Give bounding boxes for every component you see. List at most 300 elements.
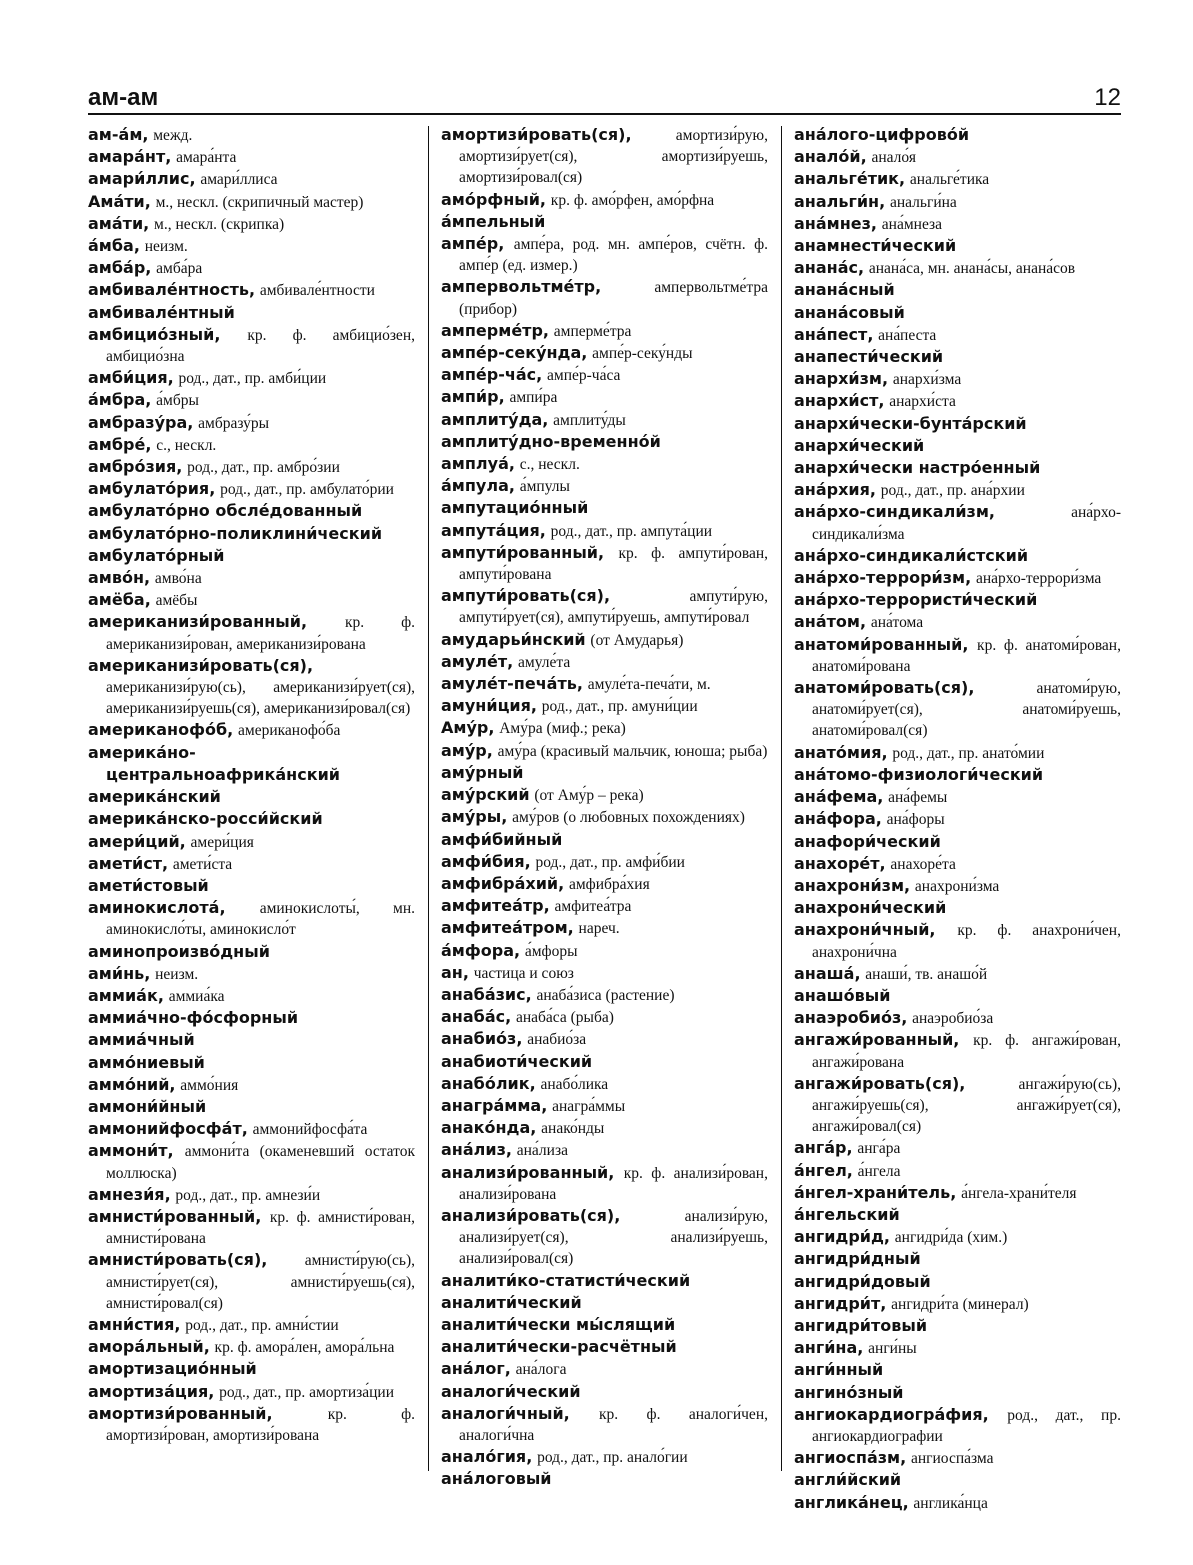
headword: анабо́лик, [441, 1073, 536, 1093]
entry-gloss: аммиа́ка [168, 987, 225, 1005]
dictionary-entry [88, 1118, 415, 1140]
dictionary-entry [794, 346, 1121, 368]
dictionary-entry [88, 589, 415, 611]
entry-gloss: род., дат., пр. амнези́и [175, 1186, 321, 1204]
entry-gloss: аму́ра (красивый мальчик, юноша; рыба) [497, 742, 768, 760]
dictionary-entry [88, 611, 415, 654]
headword: ана́рхо-террори́зм, [794, 568, 972, 588]
headword: аммони́т, [88, 1141, 174, 1161]
dictionary-entry [441, 1314, 768, 1336]
entry-gloss: а́мбры [156, 392, 199, 410]
headword: амбулато́рно обсле́дованный [88, 501, 363, 521]
dictionary-entry [794, 963, 1121, 985]
dictionary-entry [88, 412, 415, 434]
dictionary-entry [88, 523, 415, 545]
headword: анальге́тик, [794, 169, 906, 189]
dictionary-entry [88, 389, 415, 411]
headword: амортизацио́нный [88, 1359, 257, 1379]
entry-gloss: с., нескл. [156, 436, 217, 454]
dictionary-entry [794, 324, 1121, 346]
headword: а́мфора, [441, 940, 521, 960]
entry-gloss: англика́нца [913, 1494, 988, 1512]
dictionary-entry [794, 742, 1121, 764]
headword: англи́йский [794, 1470, 902, 1490]
entry-gloss: анабио́за [527, 1031, 587, 1049]
dictionary-entry [794, 302, 1121, 324]
headword: анако́нда, [441, 1118, 537, 1138]
entry-gloss: род., дат., пр. ана́рхии [880, 482, 1025, 500]
headword: ангидри́дный [794, 1249, 921, 1269]
dictionary-entry [441, 873, 768, 895]
dictionary-entry [794, 479, 1121, 501]
headword: анархи́ст, [794, 391, 885, 411]
headword: амора́льный, [88, 1337, 210, 1357]
headword: анана́сный [794, 280, 895, 300]
entry-gloss: анаба́са (рыба) [515, 1009, 614, 1027]
headword: амуле́т-печа́ть, [441, 674, 583, 694]
dictionary-entry [794, 1382, 1121, 1404]
headword: амари́ллис, [88, 169, 196, 189]
dictionary-entry [794, 919, 1121, 962]
dictionary-entry [88, 1052, 415, 1074]
dictionary-entry [88, 941, 415, 963]
headword: амбивале́нтность, [88, 280, 256, 300]
entry-gloss: амфибра́хия [568, 875, 650, 893]
dictionary-entry [441, 1117, 768, 1139]
dictionary-entry [441, 364, 768, 386]
entry-gloss: род., дат., пр. ангиокардиографии [812, 1406, 1121, 1445]
headword: анана́с, [794, 258, 865, 278]
headword: ампервольтме́тр, [441, 277, 602, 297]
headword: а́нгел, [794, 1160, 853, 1180]
entry-gloss: аминокислоты́, мн. аминокисло́ты, аминокисло́т [106, 900, 415, 939]
dictionary-entry [88, 434, 415, 456]
headword: ампута́ция, [441, 520, 546, 540]
entry-gloss: амети́ста [172, 855, 233, 873]
headword: ана́фема, [794, 787, 884, 807]
headword: а́мпельный [441, 211, 546, 231]
headword: амбре́, [88, 434, 152, 454]
dictionary-entry [441, 1095, 768, 1117]
entry-gloss: кр. ф. амбицио́зен, амбицио́зна [106, 326, 415, 366]
headword: ан, [441, 962, 469, 982]
headword: анало́гия, [441, 1447, 533, 1467]
headword: анархи́ческий [794, 435, 925, 455]
headword: аналити́ческий [441, 1292, 582, 1312]
dictionary-entry [441, 497, 768, 519]
entry-gloss: род., дат., пр. амортиза́ции [219, 1383, 395, 1401]
entry-gloss: амнисти́рую(сь), амнисти́рует(ся), амнисти́руешь(ся), амнисти́ровал(ся) [106, 1252, 415, 1312]
headword: аминокислота́, [88, 898, 226, 918]
headword: амплиту́да, [441, 409, 549, 429]
headword: анальги́н, [794, 191, 886, 211]
entry-gloss: ангиоспа́зма [910, 1450, 994, 1468]
headword: анги́нный [794, 1360, 884, 1380]
headword: аммонийфосфа́т, [88, 1119, 248, 1139]
entry-gloss: ампе́ра, род. мн. ампе́ров, счётн. ф. ампе́р (ед. измер.) [459, 236, 768, 275]
dictionary-entry [88, 213, 415, 235]
entry-gloss: анаши́, тв. анашо́й [865, 965, 988, 983]
headword: амплуа́, [441, 454, 515, 474]
entry-gloss: кр. ф. анатоми́рован, анатоми́рована [812, 636, 1121, 675]
headword: амби́ция, [88, 368, 174, 388]
headword: анапести́ческий [794, 347, 944, 367]
dictionary-entry [441, 806, 768, 828]
dictionary-entry [794, 146, 1121, 168]
dictionary-entry [88, 1007, 415, 1029]
entry-gloss: частица и союз [473, 964, 574, 982]
dictionary-entry [88, 897, 415, 940]
headword: анга́р, [794, 1138, 853, 1158]
dictionary-entry [794, 611, 1121, 633]
entry-gloss: анатоми́рую, анатоми́рует(ся), анатоми́руешь, анатоми́ровал(ся) [812, 680, 1121, 740]
dictionary-entry [794, 501, 1121, 544]
dictionary-entry [88, 567, 415, 589]
headword: анархи́чески настро́енный [794, 458, 1041, 478]
entry-gloss: с., нескл. [519, 456, 580, 474]
dictionary-entry [794, 985, 1121, 1007]
entry-gloss: нареч. [578, 920, 620, 938]
headword: ам-а́м, [88, 125, 149, 144]
headword: амортизи́ровать(ся), [441, 125, 632, 144]
headword: амо́рфный, [441, 189, 547, 209]
dictionary-entry [794, 257, 1121, 279]
dictionary-entry [794, 1073, 1121, 1138]
dictionary-entry [88, 1403, 415, 1446]
dictionary-entry [441, 829, 768, 851]
dictionary-entry [441, 1292, 768, 1314]
headword: амфибра́хий, [441, 873, 565, 893]
entry-gloss: ампи́ра [509, 389, 558, 407]
headword: Аму́р, [441, 718, 495, 738]
dictionary-entry [441, 1073, 768, 1095]
entry-gloss: род., дат., пр. амбро́зии [187, 459, 340, 477]
entry-gloss: ампервольтме́тра (прибор) [459, 279, 768, 318]
dictionary-entry [794, 168, 1121, 190]
headword: анато́мия, [794, 742, 888, 762]
dictionary-entry [441, 386, 768, 408]
dictionary-entry [794, 1007, 1121, 1029]
headword: амво́н, [88, 568, 151, 588]
headword: аналити́чески-расчётный [441, 1337, 677, 1357]
entry-gloss: а́мпулы [519, 478, 570, 496]
column-divider [781, 126, 782, 1471]
dictionary-entry [441, 320, 768, 342]
dictionary-entry [88, 500, 415, 522]
dictionary-entry [794, 1293, 1121, 1315]
headword: аммиа́чно-фо́сфорный [88, 1008, 299, 1028]
dictionary-entry [441, 717, 768, 739]
dictionary-entry [441, 851, 768, 873]
headword: амбицио́зный, [88, 324, 221, 344]
entry-gloss: аммо́ния [180, 1076, 239, 1094]
headword: ангино́зный [794, 1382, 904, 1402]
dictionary-entry [441, 1139, 768, 1161]
entry-gloss: амери́ция [190, 833, 254, 851]
dictionary-entry [441, 940, 768, 962]
dictionary-entry [441, 651, 768, 673]
headword: англика́нец, [794, 1492, 909, 1512]
headword: ана́рхо-террористи́ческий [794, 590, 1038, 610]
headword: анашо́вый [794, 985, 891, 1005]
dictionary-entry [441, 211, 768, 233]
dictionary-entry [441, 1270, 768, 1292]
entry-gloss: м., нескл. (скрипичный мастер) [155, 193, 364, 211]
dictionary-entry [794, 1226, 1121, 1248]
entry-gloss: ана́тома [870, 614, 924, 632]
entry-gloss: а́мфоры [524, 942, 578, 960]
entry-gloss: ана́песта [878, 326, 937, 344]
dictionary-entry [441, 1051, 768, 1073]
entry-gloss: аму́ров (о любовных похождениях) [512, 809, 745, 827]
entry-gloss: анахрони́зма [914, 877, 1000, 895]
entry-gloss: ангажи́рую(сь), ангажи́руешь(ся), ангажи́рует(ся), ангажи́ровал(ся) [812, 1075, 1121, 1136]
headword: амбулато́рно-поликлини́ческий [88, 523, 383, 543]
entry-gloss: амфитеа́тра [554, 898, 632, 916]
dictionary-entry [88, 963, 415, 985]
dictionary-entry [794, 875, 1121, 897]
headword: анагра́мма, [441, 1095, 548, 1115]
headword: ампе́р-ча́с, [441, 365, 543, 385]
dictionary-entry [88, 853, 415, 875]
headword: амуле́т, [441, 651, 514, 671]
headword: а́мба, [88, 236, 140, 256]
headword: амбулато́рия, [88, 479, 216, 499]
entry-gloss: кр. ф. амо́рфен, амо́рфна [550, 191, 715, 209]
dictionary-entry [794, 1271, 1121, 1293]
headword: аналоги́ческий [441, 1381, 581, 1401]
entry-gloss: ана́рхо-синдикали́зма [812, 504, 1121, 543]
dictionary-entry [794, 1492, 1121, 1514]
dictionary-entry [88, 719, 415, 741]
dictionary-entry [794, 413, 1121, 435]
headword: аммиа́к, [88, 985, 164, 1005]
headword: анархи́зм, [794, 369, 889, 389]
dictionary-entry [794, 545, 1121, 567]
headword: аналити́чески мы́слящий [441, 1314, 676, 1334]
headword: анархи́чески-бунта́рский [794, 413, 1027, 433]
headword: анало́й, [794, 147, 867, 167]
dictionary-entry [794, 1248, 1121, 1270]
dictionary-entry [441, 124, 768, 189]
headword: ана́рхо-синдикали́зм, [794, 502, 995, 522]
entry-gloss: амара́нта [176, 149, 237, 167]
entry-gloss: амбивале́нтности [259, 282, 375, 300]
entry-gloss: анана́са, мн. анана́сы, анана́сов [868, 260, 1076, 278]
running-head: ам-ам [88, 84, 159, 111]
headword: ангажи́рованный, [794, 1030, 960, 1050]
headword: ампи́р, [441, 387, 505, 407]
headword: ана́том, [794, 612, 867, 632]
entry-gloss: амба́ра [156, 260, 203, 278]
entry-gloss: (от Аму́р – река) [534, 787, 644, 805]
entry-gloss: анальге́тика [909, 171, 990, 189]
headword: аналити́ко-статисти́ческий [441, 1270, 691, 1290]
entry-gloss: ана́лиза [516, 1142, 568, 1160]
headword: анахрони́чный, [794, 920, 936, 940]
dictionary-entry [794, 124, 1121, 146]
headword: ангидри́т, [794, 1293, 887, 1313]
headword: амбро́зия, [88, 457, 183, 477]
entry-gloss: амари́ллиса [200, 171, 278, 189]
headword: ана́лиз, [441, 1140, 512, 1160]
entry-gloss: анако́нды [541, 1120, 605, 1138]
headword: амбулато́рный [88, 545, 225, 565]
headword: ана́пест, [794, 324, 874, 344]
dictionary-entry [794, 368, 1121, 390]
headword: амперме́тр, [441, 320, 549, 340]
dictionary-entry [88, 1096, 415, 1118]
dictionary-entry [794, 808, 1121, 830]
headword: аммиа́чный [88, 1030, 195, 1050]
dictionary-entry [88, 1140, 415, 1183]
dictionary-entry [794, 390, 1121, 412]
headword: анана́совый [794, 302, 905, 322]
dictionary-entry [441, 475, 768, 497]
headword: амара́нт, [88, 147, 172, 167]
headword: анаба́зис, [441, 984, 532, 1004]
headword: амфи́бия, [441, 851, 531, 871]
dictionary-entry [794, 634, 1121, 677]
headword: ангидри́товый [794, 1315, 928, 1335]
headword: анахрони́зм, [794, 875, 911, 895]
headword: ампути́ровать(ся), [441, 586, 611, 606]
dictionary-entry [441, 585, 768, 628]
dictionary-entry [441, 233, 768, 276]
entry-gloss: анархи́ста [889, 393, 956, 411]
dictionary-entry [88, 168, 415, 190]
dictionary-entry [441, 1006, 768, 1028]
entry-gloss: анаба́зиса (растение) [536, 986, 675, 1004]
headword: аммо́ний, [88, 1074, 176, 1094]
dictionary-entry [794, 677, 1121, 742]
headword: амортизи́рованный, [88, 1403, 273, 1423]
dictionary-entry [441, 784, 768, 806]
headword: анахоре́т, [794, 853, 886, 873]
dictionary-entry [794, 1182, 1121, 1204]
entry-gloss: кр. ф. амортизи́рован, амортизи́рована [106, 1405, 415, 1444]
column-1 [88, 124, 415, 1489]
dictionary-entry [88, 808, 415, 830]
entry-gloss: род., дат., пр. ампута́ции [550, 522, 713, 540]
dictionary-entry [441, 917, 768, 939]
headword: ана́лог, [441, 1359, 511, 1379]
headword: амнисти́рованный, [88, 1206, 262, 1226]
dictionary-entry [794, 1469, 1121, 1491]
headword: анаэробио́з, [794, 1008, 908, 1028]
entry-gloss: кр. ф. анализи́рован, анализи́рована [459, 1164, 768, 1203]
dictionary-entry [441, 453, 768, 475]
dictionary-entry [88, 279, 415, 301]
entry-gloss: американофо́ба [238, 722, 341, 740]
headword: анамнести́ческий [794, 236, 957, 256]
dictionary-entry [88, 124, 415, 146]
dictionary-entry [88, 786, 415, 808]
dictionary-entry [88, 875, 415, 897]
headword: амнези́я, [88, 1184, 171, 1204]
dictionary-entry [441, 1381, 768, 1403]
headword: аму́ры, [441, 807, 508, 827]
entry-gloss: род., дат., пр. амбулато́рии [220, 481, 394, 499]
dictionary-entry [441, 1336, 768, 1358]
entry-gloss: ана́рхо-террори́зма [975, 570, 1102, 588]
dictionary-entry [794, 1137, 1121, 1159]
dictionary-entry [88, 1184, 415, 1206]
headword: америка́нский [88, 787, 221, 807]
headword: а́нгел-храни́тель, [794, 1182, 957, 1202]
dictionary-entry [441, 962, 768, 984]
dictionary-entry [88, 257, 415, 279]
column-3 [794, 124, 1121, 1512]
entry-gloss: род., дат., пр. амуни́ции [541, 698, 698, 716]
headword: америка́но-центральноафрика́нский [88, 742, 340, 784]
entry-gloss: амортизи́рую, амортизи́рует(ся), амортизи́руешь, амортизи́ровал(ся) [459, 127, 768, 187]
dictionary-entry [88, 1314, 415, 1336]
dictionary-entry [88, 1074, 415, 1096]
entry-gloss: род., дат., пр. анало́гии [537, 1449, 688, 1467]
entry-gloss: ампе́р-секу́нды [592, 345, 693, 363]
dictionary-entry [88, 478, 415, 500]
entry-gloss: анальги́на [889, 193, 957, 211]
dictionary-entry [441, 629, 768, 651]
entry-gloss: род., дат., пр. амби́ции [178, 370, 327, 388]
headword: анаба́с, [441, 1007, 512, 1027]
headword: аммони́йный [88, 1096, 207, 1116]
dictionary-columns [88, 124, 1121, 1512]
headword: америка́нско-росси́йский [88, 809, 323, 829]
headword: ана́рхия, [794, 480, 876, 500]
headword: ангажи́ровать(ся), [794, 1073, 966, 1093]
entry-gloss: неизм. [144, 238, 188, 256]
entry-gloss: амбразу́ры [198, 414, 270, 432]
entry-gloss: Аму́ра (миф.; река) [499, 720, 626, 738]
headword: а́мпула, [441, 476, 515, 496]
dictionary-entry [88, 456, 415, 478]
entry-gloss: аммонийфосфа́та [252, 1121, 368, 1139]
dictionary-entry [794, 1315, 1121, 1337]
entry-gloss: амуле́та-печа́ти, м. [587, 676, 711, 694]
headword: ангиоспа́зм, [794, 1448, 907, 1468]
headword: анализи́ровать(ся), [441, 1205, 621, 1225]
headword: амери́ций, [88, 831, 186, 851]
headword: аминопроизво́дный [88, 941, 270, 961]
entry-gloss: ампе́р-ча́са [547, 367, 621, 385]
dictionary-entry [794, 1404, 1121, 1447]
headword: амни́стия, [88, 1314, 181, 1334]
dictionary-entry [794, 831, 1121, 853]
entry-gloss: амво́на [154, 570, 202, 588]
headword: ампутацио́нный [441, 498, 589, 518]
dictionary-entry [441, 409, 768, 431]
entry-gloss: кр. ф. ангажи́рован, ангажи́рована [812, 1032, 1121, 1071]
dictionary-entry [88, 742, 415, 786]
entry-gloss: амплиту́ды [553, 411, 626, 429]
headword: американизи́ровать(ся), [88, 655, 314, 675]
dictionary-entry [441, 984, 768, 1006]
headword: ангидри́довый [794, 1271, 931, 1291]
headword: анатоми́рованный, [794, 634, 969, 654]
dictionary-entry [794, 764, 1121, 786]
dictionary-entry [794, 191, 1121, 213]
dictionary-entry [441, 1205, 768, 1270]
dictionary-entry [441, 342, 768, 364]
entry-gloss: межд. [153, 127, 193, 144]
entry-gloss: а́нгела-храни́теля [961, 1184, 1077, 1202]
dictionary-entry [441, 673, 768, 695]
headword: амети́ст, [88, 853, 169, 873]
headword: анализи́рованный, [441, 1162, 615, 1182]
dictionary-entry [88, 1358, 415, 1380]
